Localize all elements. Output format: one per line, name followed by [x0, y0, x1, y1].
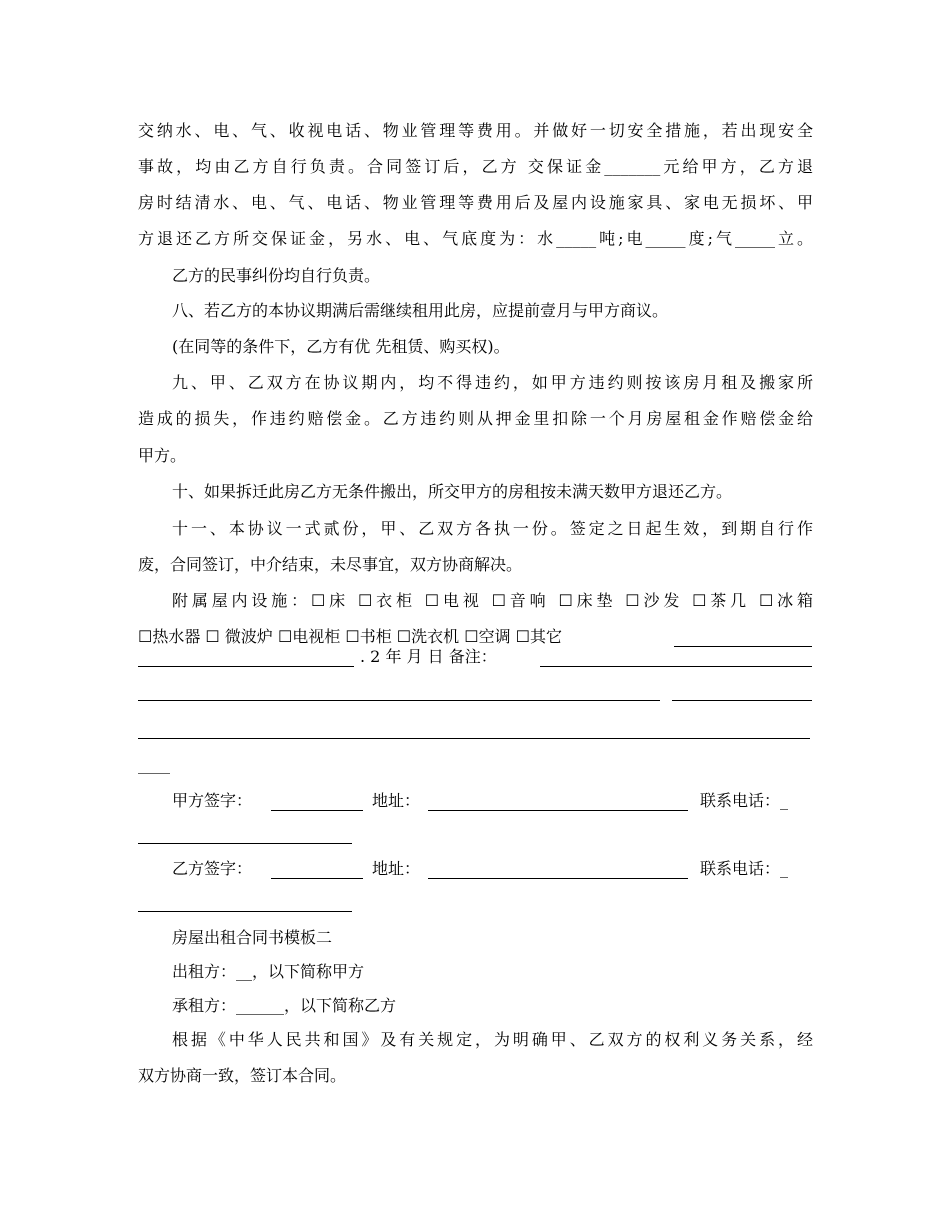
remarks-blank-line3: [138, 738, 810, 739]
party-b-address-field[interactable]: [428, 878, 688, 879]
clause9-line1: 九、甲、乙双方在协议期内，均不得违约，如甲方违约则按该房月租及搬家所: [172, 373, 813, 392]
other-facility-blank: [674, 646, 812, 647]
clause11-line2: 废，合同签订，中介结束，未尽事宜，双方协商解决。: [138, 555, 523, 574]
clause7-line3: 房时结清水、电、气、电话、物业管理等费用后及屋内设施家具、家电无损坏、甲: [138, 193, 813, 212]
clause7-line1: 交纳水、电、气、收视电话、物业管理等费用。并做好一切安全措施，若出现安全: [138, 121, 813, 140]
clause8-line2: (在同等的条件下，乙方有优 先租赁、购买权)。: [172, 337, 510, 356]
date-remarks-label: . 2 年 月 日 备注：: [360, 647, 497, 666]
party-b-address-label: 地址：: [372, 859, 421, 878]
remarks-blank: [540, 666, 812, 667]
party-b-phone-label: 联系电话：_: [700, 859, 789, 878]
facilities-line2: ☐热水器 ☐ 微波炉 ☐电视柜 ☐书柜 ☐洗衣机 ☐空调 ☐其它: [138, 627, 563, 646]
clause8-line1: 八、若乙方的本协议期满后需继续租用此房，应提前壹月与甲方商议。: [172, 301, 669, 320]
date-prefix-blank: [138, 666, 354, 667]
party-a-sign-label: 甲方签字：: [172, 791, 253, 810]
clause9-line2: 造成的损失，作违约赔偿金。乙方违约则从押金里扣除一个月房屋租金作赔偿金给: [138, 409, 813, 428]
party-b-sign-label: 乙方签字：: [172, 859, 253, 878]
clause7-line4: 方退还乙方所交保证金，另水、电、气底度为：水_____吨;电_____度;气_____立。: [138, 229, 813, 248]
template2-lessor: 出租方：__，以下简称甲方: [172, 962, 365, 981]
remarks-blank-line2a: [138, 700, 660, 701]
template2-intro-line2: 双方协商一致，签订本合同。: [138, 1066, 347, 1085]
party-a-address-field[interactable]: [428, 810, 688, 811]
template2-intro-line1: 根据《中华人民共和国》及有关规定，为明确甲、乙双方的权利义务关系，经: [172, 1030, 813, 1049]
clause9-line3: 甲方。: [138, 446, 187, 465]
party-a-phone-field[interactable]: [138, 843, 352, 844]
party-a-phone-label: 联系电话：_: [700, 791, 789, 810]
clause7-line2: 事故，均由乙方自行负责。合同签订后，乙方 交保证金_______元给甲方，乙方退: [138, 157, 813, 176]
party-b-sign-field[interactable]: [271, 878, 363, 879]
remarks-blank-tail: ____: [138, 755, 170, 774]
template2-lessee: 承租方：______，以下简称乙方: [172, 996, 397, 1015]
party-a-address-label: 地址：: [372, 791, 421, 810]
clause11-line1: 十一、本协议一式贰份，甲、乙双方各执一份。签定之日起生效，到期自行作: [172, 519, 813, 538]
clause10-line1: 十、如果拆迁此房乙方无条件搬出，所交甲方的房租按未满天数甲方退还乙方。: [172, 482, 733, 501]
facilities-line1: 附属屋内设施：☐床 ☐衣柜 ☐电视 ☐音响 ☐床垫 ☐沙发 ☐茶几 ☐冰箱: [172, 591, 813, 610]
remarks-blank-line2b: [672, 700, 812, 701]
party-b-phone-field[interactable]: [138, 911, 352, 912]
template2-title: 房屋出租合同书模板二: [172, 928, 333, 947]
clause7-line5: 乙方的民事纠份均自行负责。: [172, 266, 381, 285]
party-a-sign-field[interactable]: [271, 810, 363, 811]
